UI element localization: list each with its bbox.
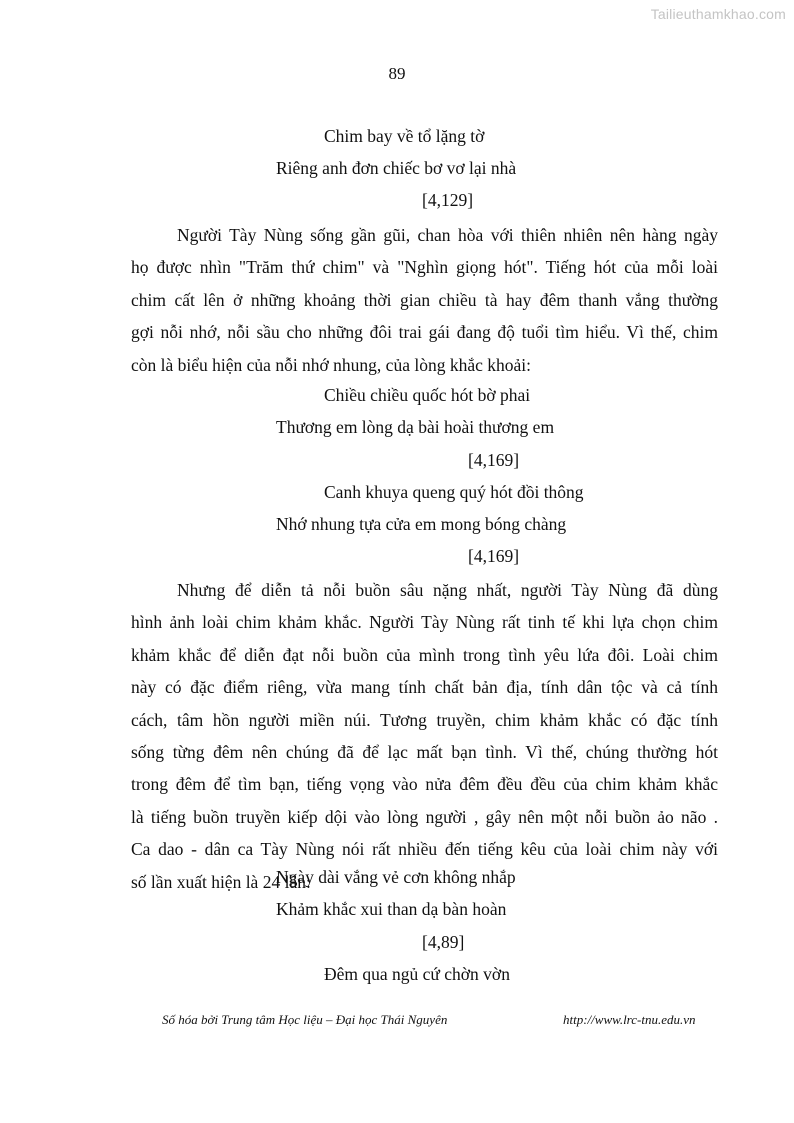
page-number: 89	[388, 64, 406, 83]
paragraph-line: trong đêm để tìm bạn, tiếng vọng vào nửa đêm đều đều của chim khảm khắc	[131, 774, 718, 795]
paragraph-line: họ được nhìn "Trăm thứ chim" và "Nghìn giọng hót". Tiếng hót của mỗi loài	[131, 257, 718, 278]
footer-url[interactable]: http://www.lrc-tnu.edu.vn	[563, 1012, 696, 1027]
paragraph-1	[131, 219, 718, 381]
verse-line: Chim bay về tổ lặng tờ	[324, 126, 485, 146]
watermark: Tailieuthamkhao.com	[650, 6, 786, 22]
citation: [4,169]	[468, 450, 520, 470]
paragraph-line: số lần xuất hiện là 24 lần:	[131, 871, 311, 892]
paragraph-line: sống từng đêm nên chúng đã để lạc mất bạn tình. Vì thế, chúng thường hót	[131, 741, 718, 762]
verse-line: Khảm khắc xui than dạ bàn hoàn	[276, 899, 507, 919]
verse-line: Nhớ nhung tựa cửa em mong bóng chàng	[276, 514, 567, 534]
verse-line: Ngày dài vắng vẻ cơn không nhắp	[276, 867, 516, 887]
footer-source: Số hóa bởi Trung tâm Học liệu – Đại học Thái Nguyên	[162, 1012, 448, 1027]
paragraph-line: khảm khắc để diễn đạt nỗi buồn của mình trong tình yêu lứa đôi. Loài chim	[131, 644, 718, 665]
citation: [4,89]	[422, 932, 465, 952]
paragraph-line: hình ảnh loài chim khảm khắc. Người Tày Nùng rất tinh tế khi lựa chọn chim	[131, 612, 718, 633]
verse-line: Riêng anh đơn chiếc bơ vơ lại nhà	[276, 158, 517, 178]
paragraph-line: chim cất lên ở những khoảng thời gian chiều tà hay đêm thanh vắng thường	[131, 289, 718, 310]
paragraph-line: còn là biểu hiện của nỗi nhớ nhung, của lòng khắc khoải:	[131, 354, 531, 375]
verse-line: Thương em lòng dạ bài hoài thương em	[276, 417, 555, 437]
verse-line: Chiều chiều quốc hót bờ phai	[324, 385, 531, 405]
citation: [4,129]	[422, 190, 474, 210]
paragraph-line: này có đặc điểm riêng, vừa mang tính chất bản địa, tính dân tộc và cả tính	[131, 677, 718, 698]
paragraph-2	[131, 574, 718, 898]
paragraph-line: Người Tày Nùng sống gần gũi, chan hòa với thiên nhiên nên hàng ngày	[177, 225, 718, 245]
paragraph-line: là tiếng buồn truyền kiếp dội vào lòng người , gây nên một nỗi buồn ảo não .	[131, 806, 718, 827]
verse-line: Canh khuya queng quý hót đồi thông	[324, 482, 584, 502]
paragraph-line: Nhưng để diễn tả nỗi buồn sâu nặng nhất, người Tày Nùng đã dùng	[177, 580, 718, 600]
citation: [4,169]	[468, 546, 520, 566]
paragraph-line: cách, tâm hồn người miền núi. Tương truyền, chim khảm khắc có đặc tính	[131, 709, 718, 730]
paragraph-line: gợi nỗi nhớ, nỗi sầu cho những đôi trai gái đang độ tuổi tìm hiểu. Vì thế, chim	[131, 322, 718, 343]
verse-line: Đêm qua ngủ cứ chờn vờn	[324, 964, 510, 984]
paragraph-line: Ca dao - dân ca Tày Nùng nói rất nhiều đến tiếng kêu của loài chim này với	[131, 839, 718, 860]
